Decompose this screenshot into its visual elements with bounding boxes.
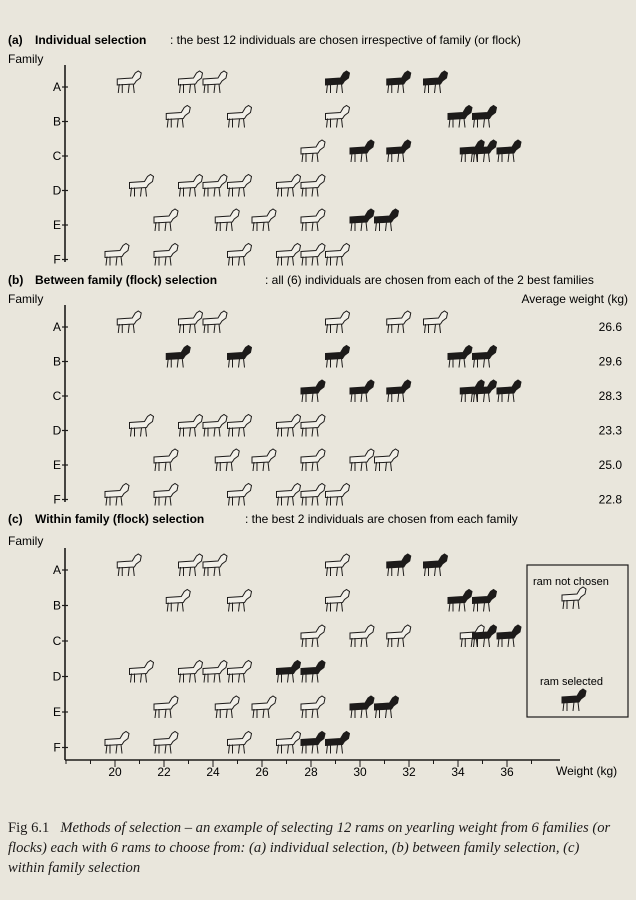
panel-b-ram-d-4-not-chosen — [228, 415, 252, 437]
panel-c-ram-b-1-not-chosen — [166, 590, 190, 612]
panel-c-ram-f-6-selected — [326, 732, 350, 754]
panel-a-ram-d-5-not-chosen — [277, 175, 301, 197]
panel-c-ram-d-2-not-chosen — [179, 661, 203, 683]
panel-b-ram-b-2-selected — [228, 346, 252, 368]
x-tick-label-36: 36 — [500, 765, 514, 779]
legend-selected-label: ram selected — [540, 676, 603, 688]
panel-a-ram-a-3-not-chosen — [203, 71, 227, 93]
panel-a-family-label-f: F — [53, 252, 61, 267]
panel-a-ram-e-5-selected — [350, 209, 374, 231]
figure-caption — [8, 818, 618, 878]
panel-a-ram-e-4-not-chosen — [301, 209, 325, 231]
panel-a-ram-b-2-not-chosen — [228, 106, 252, 128]
panel-a-ram-f-6-not-chosen — [326, 244, 350, 266]
panel-a-ram-b-3-not-chosen — [326, 106, 350, 128]
panel-c-title-rest: : the best 2 individuals are chosen from each family — [245, 512, 518, 526]
panel-b-ram-e-1-not-chosen — [154, 449, 178, 471]
panel-b-ram-e-3-not-chosen — [252, 449, 276, 471]
panel-c-title-bold: Within family (flock) selection — [35, 512, 205, 526]
panel-b-ram-a-3-not-chosen — [203, 311, 227, 333]
caption-label: Fig 6.1 — [8, 820, 50, 836]
average-weight-c: 28.3 — [598, 389, 622, 403]
panel-b — [8, 273, 628, 507]
panel-a-ram-b-1-not-chosen — [166, 106, 190, 128]
panel-b-ram-d-1-not-chosen — [130, 415, 154, 437]
panel-b-ram-f-3-not-chosen — [228, 484, 252, 506]
x-tick-label-20: 20 — [108, 765, 122, 779]
panel-a — [8, 33, 521, 267]
x-tick-label-22: 22 — [157, 765, 171, 779]
panel-c-family-label-e: E — [52, 705, 62, 719]
panel-a-ram-a-5-selected — [387, 71, 411, 93]
panel-b-family-label-d: D — [52, 423, 62, 438]
panel-a-ram-c-1-not-chosen — [301, 140, 325, 162]
panel-c-letter: (c) — [8, 512, 23, 526]
panel-b-ram-e-2-not-chosen — [215, 449, 239, 471]
x-tick-label-24: 24 — [206, 765, 220, 779]
panel-b-ram-a-6-not-chosen — [424, 311, 448, 333]
legend-ram-selected-icon — [562, 689, 586, 711]
panel-a-title-rest: : the best 12 individuals are chosen irrespective of family (or flock) — [170, 33, 521, 47]
average-weight-header: Average weight (kg) — [521, 292, 628, 306]
panel-c-ram-d-3-not-chosen — [203, 661, 227, 683]
panel-b-family-label-f: F — [53, 492, 61, 507]
panel-c-ram-a-2-not-chosen — [179, 554, 203, 576]
panel-b-family-label-b: B — [52, 354, 62, 369]
panel-a-ram-e-3-not-chosen — [252, 209, 276, 231]
average-weight-b: 29.6 — [598, 354, 622, 369]
panel-a-family-label-a: A — [52, 80, 62, 94]
panel-a-ram-a-1-not-chosen — [117, 71, 141, 93]
panel-b-ram-c-1-selected — [301, 380, 325, 402]
panel-c-ram-a-3-not-chosen — [203, 554, 227, 576]
panel-a-family-label-b: B — [52, 114, 62, 129]
panel-b-ram-b-5-selected — [473, 346, 497, 368]
panel-a-family-label-e: E — [52, 218, 62, 232]
panel-c-ram-b-2-not-chosen — [228, 590, 252, 612]
panel-b-ram-c-3-selected — [387, 380, 411, 402]
panel-b-ram-f-2-not-chosen — [154, 484, 178, 506]
panel-a-ram-c-2-selected — [350, 140, 374, 162]
panel-a-ram-d-1-not-chosen — [130, 175, 154, 197]
panel-c-ram-f-1-not-chosen — [105, 732, 129, 754]
panel-c-ram-b-4-selected — [448, 590, 472, 612]
panel-a-ram-a-6-selected — [424, 71, 448, 93]
panel-a-ram-f-1-not-chosen — [105, 244, 129, 266]
x-tick-label-34: 34 — [451, 765, 465, 779]
panel-b-ram-d-6-not-chosen — [301, 415, 325, 437]
panel-b-ram-d-3-not-chosen — [203, 415, 227, 437]
panel-b-ram-a-1-not-chosen — [117, 311, 141, 333]
panel-a-ram-d-3-not-chosen — [203, 175, 227, 197]
panel-c-family-label-a: A — [52, 563, 62, 577]
panel-c-ram-f-4-not-chosen — [277, 732, 301, 754]
panel-b-ram-a-4-not-chosen — [326, 311, 350, 333]
panel-c-ram-e-5-selected — [350, 696, 374, 718]
panel-c-ram-d-4-not-chosen — [228, 661, 252, 683]
panel-b-ram-b-1-selected — [166, 346, 190, 368]
panel-b-ram-d-2-not-chosen — [179, 415, 203, 437]
panel-c-ram-d-1-not-chosen — [130, 661, 154, 683]
panel-b-y-label: Family — [8, 292, 44, 306]
panel-a-ram-f-4-not-chosen — [277, 244, 301, 266]
panel-b-family-label-e: E — [52, 458, 62, 472]
panel-c-ram-b-3-not-chosen — [326, 590, 350, 612]
panel-a-ram-a-4-selected — [326, 71, 350, 93]
panel-a-ram-c-6-selected — [497, 140, 521, 162]
average-weight-f: 22.8 — [598, 492, 622, 507]
panel-c-y-label: Family — [8, 534, 44, 548]
panel-c-ram-e-3-not-chosen — [252, 696, 276, 718]
average-weight-a: 26.6 — [598, 320, 622, 334]
panel-c-ram-e-6-selected — [375, 696, 399, 718]
panel-a-ram-d-4-not-chosen — [228, 175, 252, 197]
panel-c-ram-f-2-not-chosen — [154, 732, 178, 754]
panel-b-ram-e-6-not-chosen — [375, 449, 399, 471]
panel-c-ram-a-1-not-chosen — [117, 554, 141, 576]
panel-b-title-rest: : all (6) individuals are chosen from each of the 2 best families — [265, 273, 594, 287]
panel-a-title-bold: Individual selection — [35, 33, 147, 47]
panel-a-ram-f-3-not-chosen — [228, 244, 252, 266]
panel-a-ram-e-1-not-chosen — [154, 209, 178, 231]
panel-c-ram-e-4-not-chosen — [301, 696, 325, 718]
legend — [527, 565, 628, 717]
panel-b-title-bold: Between family (flock) selection — [35, 273, 218, 287]
panel-a-ram-c-3-selected — [387, 140, 411, 162]
panel-a-y-label: Family — [8, 52, 44, 66]
panel-c-ram-c-6-selected — [497, 625, 521, 647]
panel-a-ram-e-6-selected — [375, 209, 399, 231]
panel-b-ram-f-4-not-chosen — [277, 484, 301, 506]
panel-a-family-label-d: D — [52, 183, 62, 198]
panel-c-ram-c-3-not-chosen — [387, 625, 411, 647]
panel-c-family-label-f: F — [53, 740, 61, 755]
panel-c-ram-c-5-selected — [473, 625, 497, 647]
caption-text: Methods of selection – an example of selecting 12 rams on yearling weight from 6 families (or flocks) each with 6 rams to choose from: (a) individual selection, (b) between family selection, (c) within family selection — [8, 820, 611, 876]
panel-a-ram-f-5-not-chosen — [301, 244, 325, 266]
x-tick-label-32: 32 — [402, 765, 416, 779]
panel-a-ram-e-2-not-chosen — [215, 209, 239, 231]
panel-c-ram-d-6-selected — [301, 661, 325, 683]
panel-c-ram-a-4-not-chosen — [326, 554, 350, 576]
x-tick-label-28: 28 — [304, 765, 318, 779]
panel-a-ram-d-2-not-chosen — [179, 175, 203, 197]
panel-b-family-label-a: A — [52, 320, 62, 334]
panel-b-ram-f-6-not-chosen — [326, 484, 350, 506]
panel-b-letter: (b) — [8, 273, 24, 287]
panel-a-ram-c-5-selected — [473, 140, 497, 162]
panel-c-ram-f-5-selected — [301, 732, 325, 754]
panel-a-ram-b-4-selected — [448, 106, 472, 128]
legend-ram-not-chosen-icon — [562, 587, 586, 609]
panel-c-ram-b-5-selected — [473, 590, 497, 612]
panel-c-family-label-d: D — [52, 669, 62, 684]
panel-b-ram-e-4-not-chosen — [301, 449, 325, 471]
panel-b-ram-e-5-not-chosen — [350, 449, 374, 471]
panel-c-ram-c-1-not-chosen — [301, 625, 325, 647]
average-weight-d: 23.3 — [598, 423, 622, 438]
panel-a-ram-a-2-not-chosen — [179, 71, 203, 93]
panel-b-ram-a-5-not-chosen — [387, 311, 411, 333]
x-tick-label-26: 26 — [255, 765, 269, 779]
panel-a-ram-b-5-selected — [473, 106, 497, 128]
panel-c-ram-e-2-not-chosen — [215, 696, 239, 718]
panel-c-ram-a-6-selected — [424, 554, 448, 576]
panel-b-ram-f-5-not-chosen — [301, 484, 325, 506]
panel-b-ram-c-5-selected — [473, 380, 497, 402]
panel-c-ram-a-5-selected — [387, 554, 411, 576]
panel-c-family-label-c: C — [52, 634, 62, 648]
panel-b-ram-d-5-not-chosen — [277, 415, 301, 437]
panel-c-ram-c-2-not-chosen — [350, 625, 374, 647]
panel-a-family-label-c: C — [52, 149, 62, 163]
panel-b-ram-b-3-selected — [326, 346, 350, 368]
legend-not-chosen-label: ram not chosen — [533, 576, 609, 588]
panel-c — [8, 512, 628, 779]
panel-b-ram-f-1-not-chosen — [105, 484, 129, 506]
panel-b-ram-c-6-selected — [497, 380, 521, 402]
panel-a-letter: (a) — [8, 33, 23, 47]
panel-b-family-label-c: C — [52, 389, 62, 403]
panel-c-ram-e-1-not-chosen — [154, 696, 178, 718]
panel-c-ram-f-3-not-chosen — [228, 732, 252, 754]
x-axis-label: Weight (kg) — [556, 764, 618, 778]
panel-c-family-label-b: B — [52, 598, 62, 613]
average-weight-e: 25.0 — [598, 458, 622, 472]
panel-a-ram-f-2-not-chosen — [154, 244, 178, 266]
x-tick-label-30: 30 — [353, 765, 367, 779]
panel-b-ram-b-4-selected — [448, 346, 472, 368]
panel-b-ram-c-2-selected — [350, 380, 374, 402]
panel-a-ram-d-6-not-chosen — [301, 175, 325, 197]
panel-c-ram-d-5-selected — [277, 661, 301, 683]
panel-b-ram-a-2-not-chosen — [179, 311, 203, 333]
